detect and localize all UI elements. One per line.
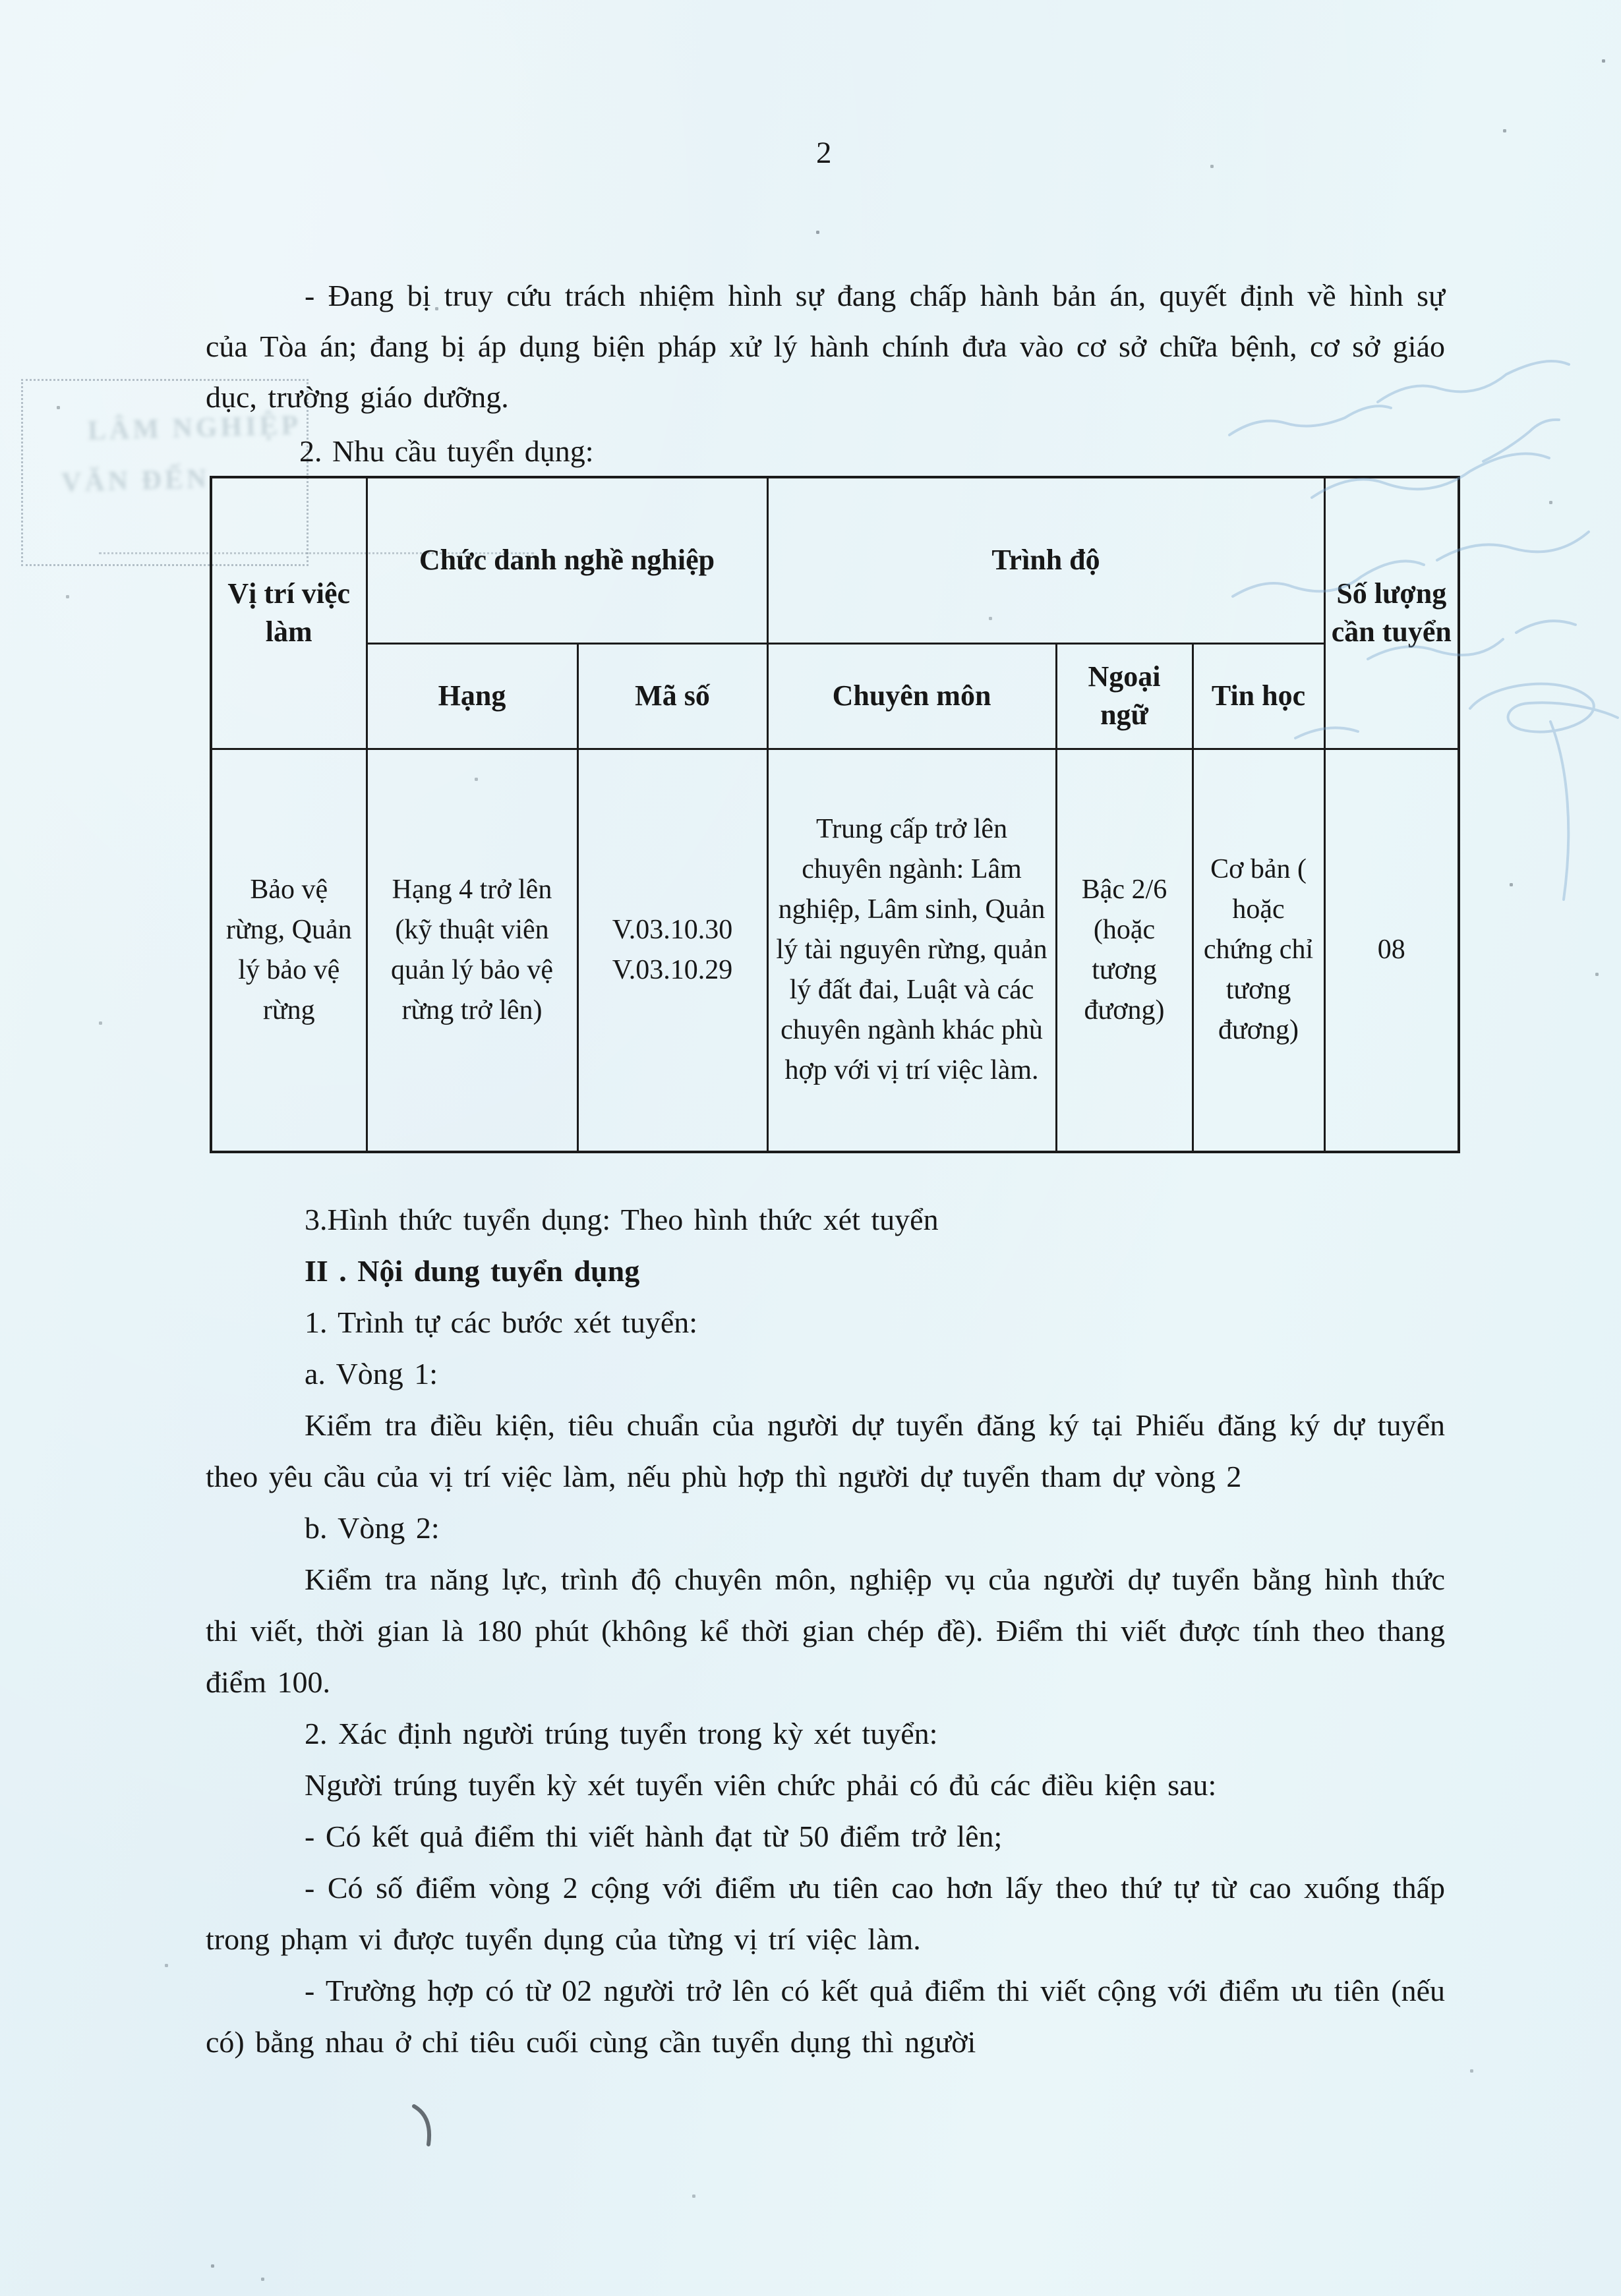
cell-code [577, 749, 767, 1152]
cell-informatics: Cơ bản ( hoặc chứng chỉ tương đương) [1193, 749, 1324, 1152]
header-rank: Hạng [367, 643, 577, 749]
stamp-text-line-2: VĂN ĐẾN [61, 464, 210, 498]
table-header-row-2 [211, 643, 1459, 749]
cell-code-line-1: V.03.10.30 [612, 914, 733, 945]
para-condition-priority: - Có số điểm vòng 2 cộng với điểm ưu tiên cao hơn lấy theo thứ tự từ cao xuống thấp trong phạm vi được tuyển dụng của từng vị trí việc làm. [206, 1871, 1445, 1956]
line-winner-determination: 2. Xác định người trúng tuyển trong kỳ xét tuyển: [305, 1717, 938, 1750]
header-code: Mã số [577, 643, 767, 749]
header-foreign-language: Ngoại ngữ [1056, 643, 1193, 749]
cell-foreign-language: Bậc 2/6 (hoặc tương đương) [1056, 749, 1193, 1152]
line-round-2: b. Vòng 2: [305, 1511, 440, 1545]
intro-paragraph: - Đang bị truy cứu trách nhiệm hình sự đang chấp hành bản án, quyết định về hình sự của Tòa án; đang bị áp dụng biện pháp xử lý hành chính đưa vào cơ sở chữa bệnh, cơ sở giáo dục, trường giáo dưỡng. [206, 279, 1445, 414]
line-step-order: 1. Trình tự các bước xét tuyển: [305, 1306, 698, 1339]
table-header-row-1 [211, 477, 1459, 643]
line-recruitment-form: 3.Hình thức tuyển dụng: Theo hình thức xét tuyển [305, 1203, 939, 1236]
header-position: Vị trí việc làm [211, 477, 367, 749]
header-level-group: Trình độ [767, 477, 1324, 643]
cell-code-line-2: V.03.10.29 [612, 954, 733, 985]
line-round-1: a. Vòng 1: [305, 1357, 438, 1391]
line-winner-conditions: Người trúng tuyển kỳ xét tuyển viên chức phải có đủ các điều kiện sau: [305, 1768, 1217, 1802]
cell-position: Bảo vệ rừng, Quản lý bảo vệ rừng [211, 749, 367, 1152]
recruitment-demand-table [210, 476, 1460, 1153]
line-condition-score-50: - Có kết quả điểm thi viết hành đạt từ 50 điểm trở lên; [305, 1820, 1003, 1853]
heading-section-ii: II . Nội dung tuyển dụng [305, 1254, 640, 1288]
header-informatics: Tin học [1193, 643, 1324, 749]
section-2-heading: 2. Nhu cầu tuyển dụng: [299, 434, 594, 468]
para-condition-tie: - Trường hợp có từ 02 người trở lên có kết quả điểm thi viết cộng với điểm ưu tiên (nếu có) bằng nhau ở chỉ tiêu cuối cùng cần tuyển dụng thì người [206, 1974, 1445, 2059]
body-text [206, 1194, 1445, 2068]
header-quantity: Số lượng cần tuyển [1324, 477, 1459, 749]
cell-quantity: 08 [1324, 749, 1459, 1152]
cell-rank: Hạng 4 trở lên (kỹ thuật viên quản lý bảo vệ rừng trở lên) [367, 749, 577, 1152]
para-round-2-detail: Kiểm tra năng lực, trình độ chuyên môn, nghiệp vụ của người dự tuyển bằng hình thức thi viết, thời gian là 180 phút (không kể thời gian chép đề). Điểm thi viết được tính theo thang điểm 100. [206, 1563, 1445, 1699]
stamp-text-line-1: LÂM NGHIỆP [87, 410, 302, 447]
table-row [211, 749, 1459, 1152]
header-job-title-group: Chức danh nghề nghiệp [367, 477, 767, 643]
header-major: Chuyên môn [767, 643, 1056, 749]
para-round-1-detail: Kiểm tra điều kiện, tiêu chuẩn của người dự tuyển đăng ký tại Phiếu đăng ký dự tuyển theo yêu cầu của vị trí việc làm, nếu phù hợp thì người dự tuyển tham dự vòng 2 [206, 1408, 1445, 1493]
scan-noise-specks [0, 0, 1, 1]
cell-major: Trung cấp trở lên chuyên ngành: Lâm nghiệp, Lâm sinh, Quản lý tài nguyên rừng, quản lý đất đai, Luật và các chuyên ngành khác phù hợp với vị trí việc làm. [767, 749, 1056, 1152]
page-number: 2 [816, 136, 832, 170]
